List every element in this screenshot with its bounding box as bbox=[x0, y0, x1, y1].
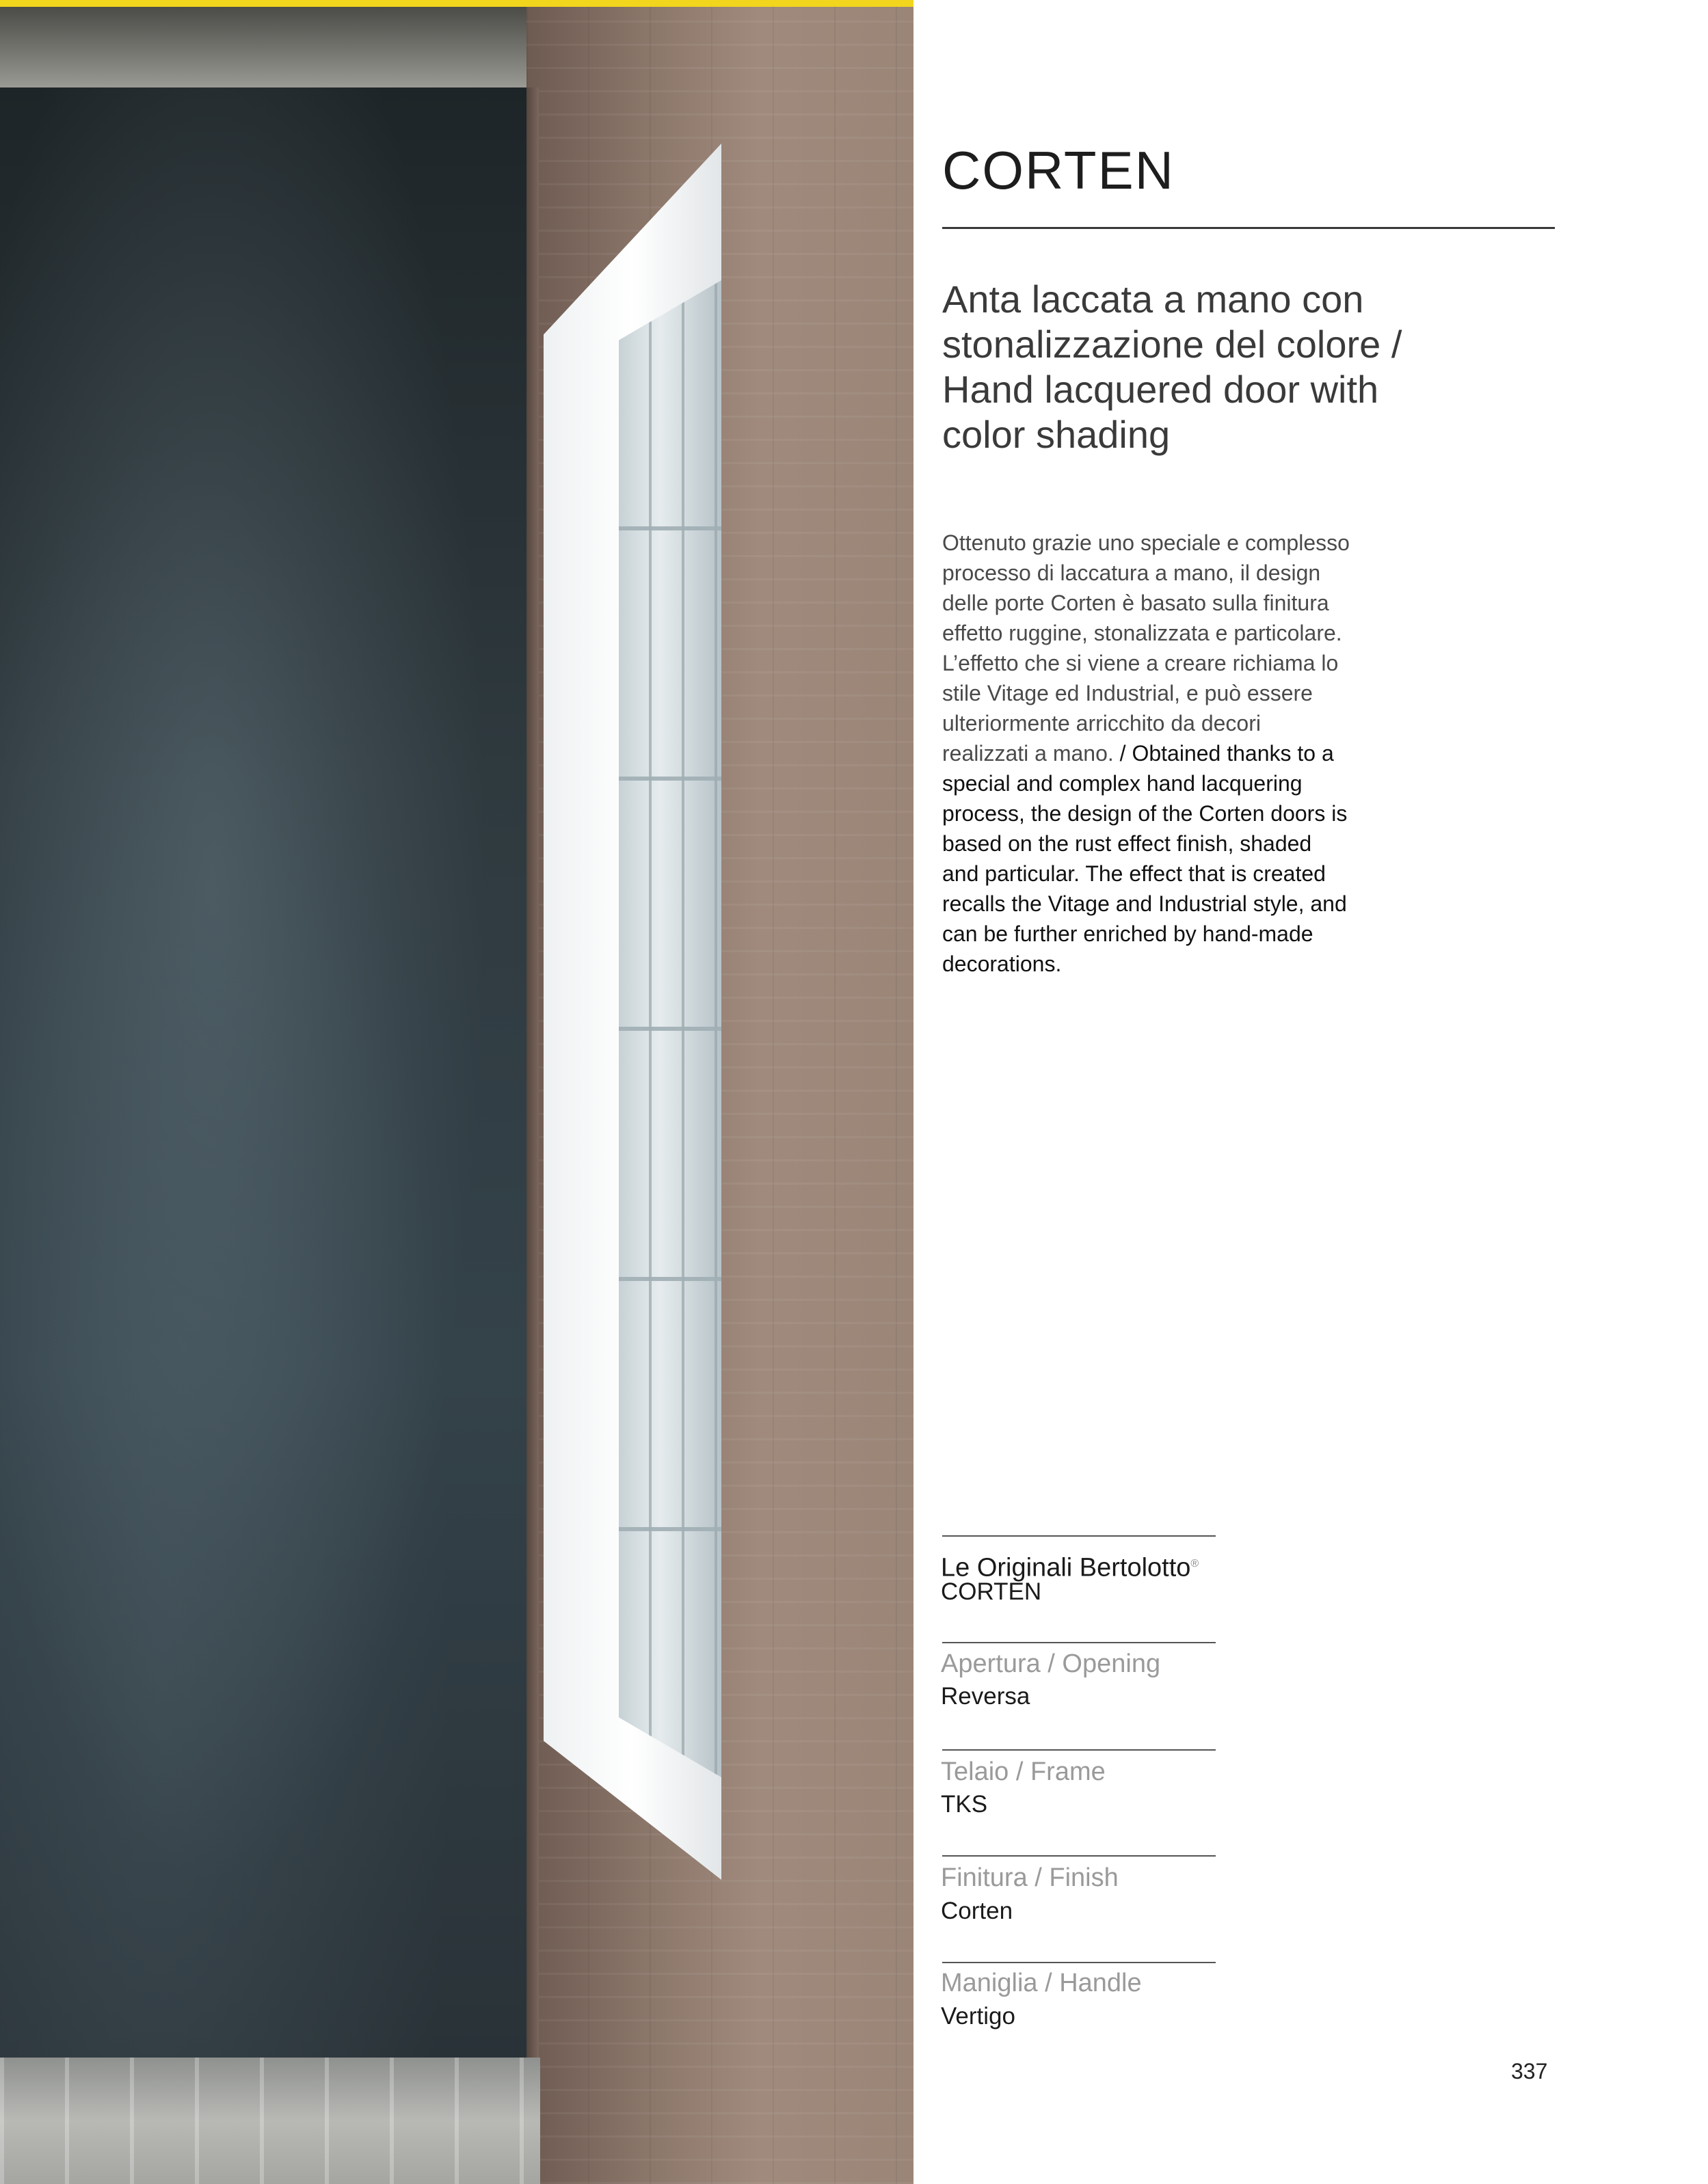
spec-divider-finish bbox=[942, 1855, 1216, 1857]
product-description bbox=[942, 528, 1352, 979]
product-title: CORTEN bbox=[942, 140, 1175, 200]
spec-opening-label: Apertura / Opening bbox=[941, 1649, 1161, 1678]
spec-handle-label: Maniglia / Handle bbox=[941, 1969, 1142, 1997]
spec-finish-value: Corten bbox=[941, 1898, 1013, 1924]
page-number: 337 bbox=[1511, 2059, 1548, 2084]
spec-divider-opening bbox=[942, 1642, 1216, 1643]
photo-glass-blocks bbox=[619, 280, 721, 1777]
photo-dark-wall bbox=[0, 87, 533, 2063]
description-italian: Ottenuto grazie uno speciale e complesso processo di laccatura a mano, il design delle porte Corten è basato sulla finitura effetto ruggine, stonalizzata e particolare. L’effetto che si viene a creare richiama lo stile Vitage ed Industrial, e può essere ulteriormente arricchito da decori realizzati a mano. bbox=[942, 530, 1350, 766]
spec-collection-value: CORTEN bbox=[941, 1578, 1042, 1605]
photo-floor bbox=[0, 2058, 540, 2184]
description-english: / Obtained thanks to a special and complex hand lacquering process, the design of the Corten doors is based on the rust effect finish, shaded and particular. The effect that is created recalls the Vitage and Industrial style, and can be further enriched by hand-made decorations. bbox=[942, 741, 1348, 976]
title-divider bbox=[942, 227, 1555, 229]
spec-divider-collection bbox=[942, 1535, 1216, 1537]
accent-yellow-line bbox=[0, 0, 913, 7]
spec-frame-value: TKS bbox=[941, 1791, 988, 1818]
product-subtitle: Anta laccata a mano con stonalizzazione del colore / Hand lacquered door with color shading bbox=[942, 278, 1402, 456]
spec-finish-label: Finitura / Finish bbox=[941, 1863, 1119, 1892]
photo-wall-edge bbox=[526, 87, 539, 2063]
registered-mark: ® bbox=[1190, 1558, 1199, 1569]
spec-divider-frame bbox=[942, 1749, 1216, 1751]
spec-handle-value: Vertigo bbox=[941, 2003, 1015, 2030]
spec-opening-value: Reversa bbox=[941, 1683, 1030, 1710]
spec-frame-label: Telaio / Frame bbox=[941, 1757, 1106, 1786]
spec-brand-name: Le Originali Bertolotto bbox=[941, 1553, 1191, 1582]
spec-divider-handle bbox=[942, 1962, 1216, 1963]
